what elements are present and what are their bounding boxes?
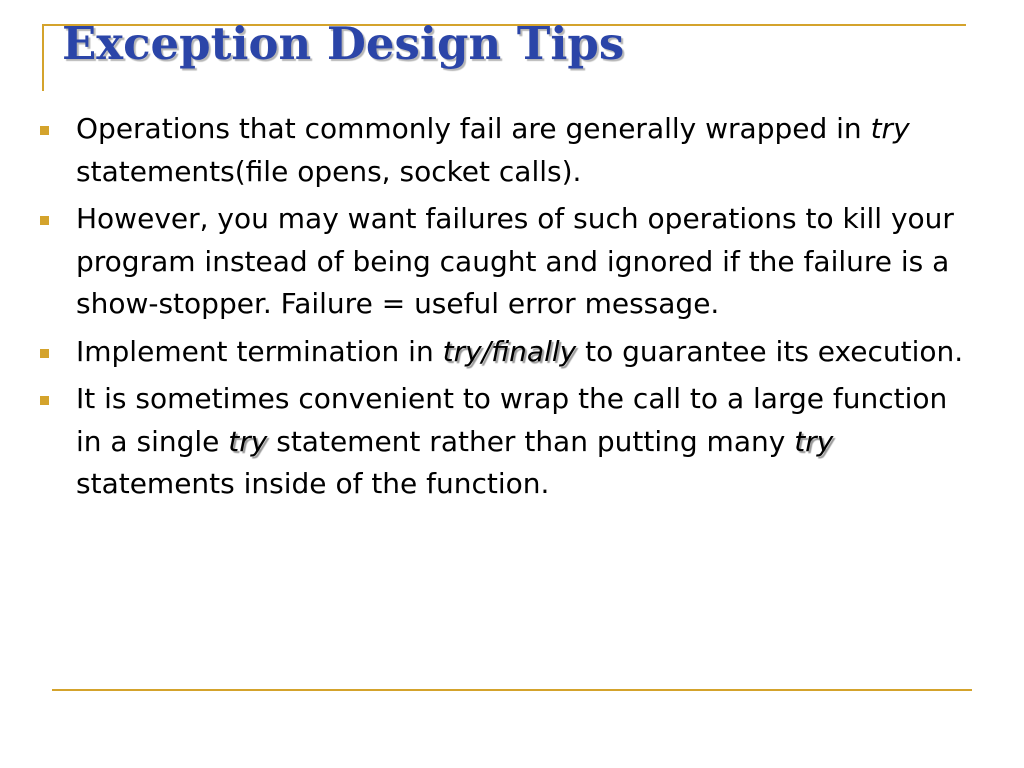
bullet-text-segment: to guarantee its execution.: [576, 334, 964, 368]
footer-rule: [52, 689, 972, 691]
keyword-try: try: [794, 424, 834, 458]
square-bullet-icon: [40, 126, 49, 135]
bullet-text-segment: However, you may want failures of such operations to kill your program instead of being caught and ignored if the failure is a show-stopper. Failure = useful error message.: [76, 202, 954, 320]
keyword-try-finally: try/finally: [442, 334, 577, 368]
bullet-text: [76, 378, 966, 506]
square-bullet-icon: [40, 216, 49, 225]
bullet-item: [36, 108, 966, 193]
bullet-text-segment: Operations that commonly fail are generally wrapped in: [76, 112, 871, 145]
bullet-item: [36, 378, 966, 506]
bullet-item: [36, 198, 966, 326]
square-bullet-icon: [40, 349, 49, 358]
bullet-text: [76, 198, 966, 326]
square-bullet-icon: [40, 396, 49, 405]
bullet-item: [36, 331, 966, 374]
bullet-text-segment: Implement termination in: [76, 334, 443, 368]
bullet-text: [76, 108, 966, 193]
bullet-text-segment: It is sometimes convenient to wrap the call to a large function in a single: [76, 382, 948, 458]
bullet-list: [36, 108, 966, 511]
keyword-try: try: [228, 424, 268, 458]
slide-title: Exception Design Tips: [62, 17, 625, 70]
bullet-text: [76, 331, 966, 374]
bullet-text-segment: statement rather than putting many: [267, 424, 795, 458]
keyword-try: try: [870, 112, 910, 145]
bullet-text-segment: statements inside of the function.: [76, 467, 550, 500]
frame-left-rule: [42, 24, 44, 91]
bullet-text-segment: statements(file opens, socket calls).: [76, 154, 582, 188]
